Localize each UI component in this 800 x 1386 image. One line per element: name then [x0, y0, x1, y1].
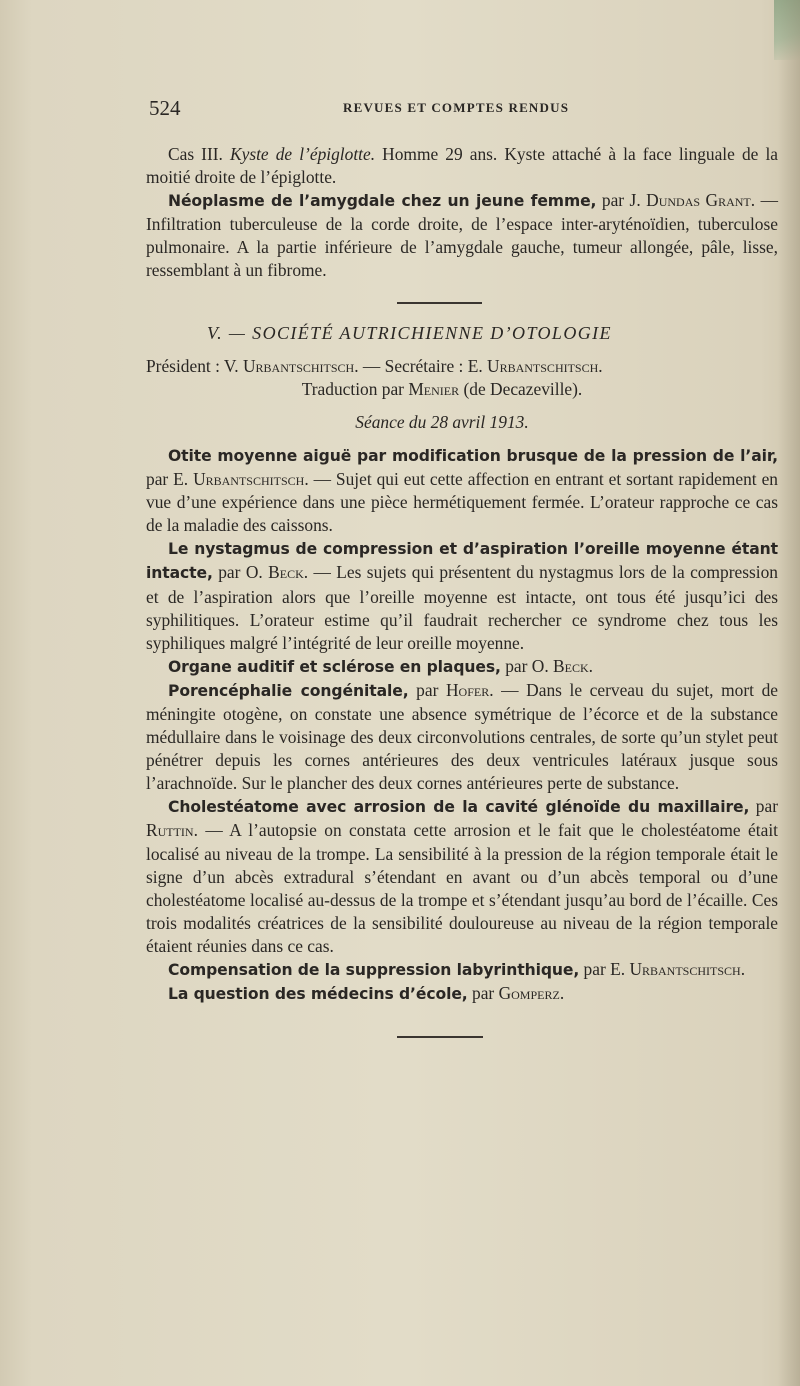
- porencephalie-paragraph: [146, 679, 778, 795]
- compensation-text: .: [740, 959, 746, 979]
- question-text: .: [559, 983, 565, 1004]
- translator-place: (de Decazeville).: [463, 378, 583, 399]
- running-head: REVUES ET COMPTES RENDUS: [343, 100, 570, 115]
- neoplasme-author: Dundas Grant: [646, 190, 751, 211]
- translator-line: [146, 378, 778, 401]
- section-divider-bottom: [397, 1036, 483, 1038]
- question-paragraph: [146, 982, 778, 1006]
- page-header: [149, 96, 769, 124]
- translator-name: Menier: [408, 378, 460, 399]
- nystagmus-by: par O.: [218, 562, 263, 583]
- officers-end: .: [598, 355, 603, 376]
- nystagmus-text: . — Les sujets qui présentent du nystagmus lors de la compression et de l’aspiration alors que l’oreille moyenne est intacte, ont tous été jusqu’ici des syphilitiques. L’orateur estime qu’il faudrait rechercher ce syndrome chez tous les syphiliques malgré l’intégrité de leur oreille moyenne.: [146, 562, 778, 653]
- translator-label: Traduction par: [301, 378, 404, 399]
- question-author: Gomperz: [498, 983, 560, 1004]
- president-label: Président : V.: [146, 355, 239, 376]
- session-date: Séance du 28 avril 1913.: [355, 411, 529, 432]
- otite-author: Urbantschitsch: [193, 469, 305, 490]
- section-divider-top: [397, 302, 482, 304]
- organe-by: par O.: [505, 655, 549, 676]
- otite-text: . — Sujet qui eut cette affection en entrant et sortant rapidement en vue d’une expérience dans une pièce hermétiquement fermée. L’orateur rapproche ce cas de la maladie des caissons.: [146, 469, 778, 536]
- porencephalie-heading: Porencéphalie congénitale,: [168, 681, 409, 700]
- case-text: Homme 29 ans. Kyste attaché à la face linguale de la moitié droite de l’épiglotte.: [146, 144, 778, 188]
- cholesteatome-author: Ruttin: [146, 820, 194, 841]
- question-by: par: [472, 983, 495, 1004]
- organe-paragraph: [146, 655, 778, 679]
- nystagmus-paragraph: [146, 537, 778, 654]
- nystagmus-heading: Le nystagmus de compression et d’aspiration l’oreille moyenne étant intacte,: [146, 540, 778, 583]
- president-name: Urbantschitsch: [242, 355, 355, 376]
- neoplasme-heading: Néoplasme de l’amygdale chez un jeune femme,: [168, 192, 597, 211]
- compensation-heading: Compensation de la suppression labyrinthique,: [168, 961, 580, 979]
- compensation-paragraph: [146, 958, 778, 982]
- case-title: Kyste de l’épiglotte.: [230, 144, 376, 164]
- case-paragraph: [146, 143, 778, 189]
- neoplasme-text: . — Infiltration tuberculeuse de la corde droite, de l’espace inter-aryténoïdien, tuberculose pulmonaire. A la partie inférieure de l’amygdale gauche, tumeur allongée, pâle, lisse, ressemblant à un fibrome.: [146, 190, 778, 281]
- porencephalie-author: Hofer: [445, 679, 490, 700]
- organe-text: .: [588, 655, 594, 676]
- page-body: [146, 143, 778, 1038]
- porencephalie-by: par: [416, 679, 439, 700]
- cholesteatome-paragraph: [146, 795, 778, 958]
- nystagmus-author: Beck: [268, 562, 304, 583]
- compensation-author: Urbantschitsch: [629, 959, 741, 979]
- society-officers: [146, 355, 778, 378]
- section-title: V. — SOCIÉTÉ AUTRICHIENNE D’OTOLOGIE: [207, 322, 612, 343]
- otite-paragraph: [146, 444, 778, 537]
- cholesteatome-by: par: [755, 796, 778, 817]
- porencephalie-text: . — Dans le cerveau du sujet, mort de méningite otogène, on constate une absence symétrique de l’écorce et de la substance médullaire dans le voisinage des deux circonvolutions centrales, de sorte qu’un stylet peut pénétrer depuis les cornes antérieures des deux ventricules latéraux jusque sous l’arachnoïde. Sur le plancher des deux cornes antérieures perte de substance.: [146, 679, 778, 794]
- otite-by: par E.: [146, 469, 189, 490]
- organe-heading: Organe auditif et sclérose en plaques,: [168, 657, 501, 676]
- secretary-label: . — Secrétaire : E.: [354, 355, 483, 376]
- page-number: 524: [149, 96, 181, 120]
- neoplasme-paragraph: [146, 189, 778, 282]
- secretary-name: Urbantschitsch: [487, 355, 599, 376]
- neoplasme-by: par J.: [601, 190, 641, 211]
- cholesteatome-text: . — A l’autopsie on constata cette arrosion et le fait que le cholestéatome était localisé au niveau de la trompe. La sensibilité à la pression de la région temporale était le signe d’un abcès extradural s’étendant en avant ou d’un abcès temporal ou d’une cholestéatome localisé au-dessus de la trompe et s’étendant jusqu’au bord de l’écaille. Ces trois modalités créatrices de la sensibilité douloureuse au niveau de la région temporale étaient réunies dans ce cas.: [146, 820, 778, 956]
- cholesteatome-heading: Cholestéatome avec arrosion de la cavité glénoïde du maxillaire,: [168, 798, 750, 817]
- otite-heading: Otite moyenne aiguë par modification brusque de la pression de l’air,: [168, 446, 778, 465]
- case-label: Cas III.: [168, 144, 223, 164]
- organe-author: Beck: [553, 655, 589, 676]
- compensation-by: par E.: [583, 959, 626, 979]
- page-corner-stain: [774, 0, 800, 60]
- question-heading: La question des médecins d’école,: [168, 985, 468, 1004]
